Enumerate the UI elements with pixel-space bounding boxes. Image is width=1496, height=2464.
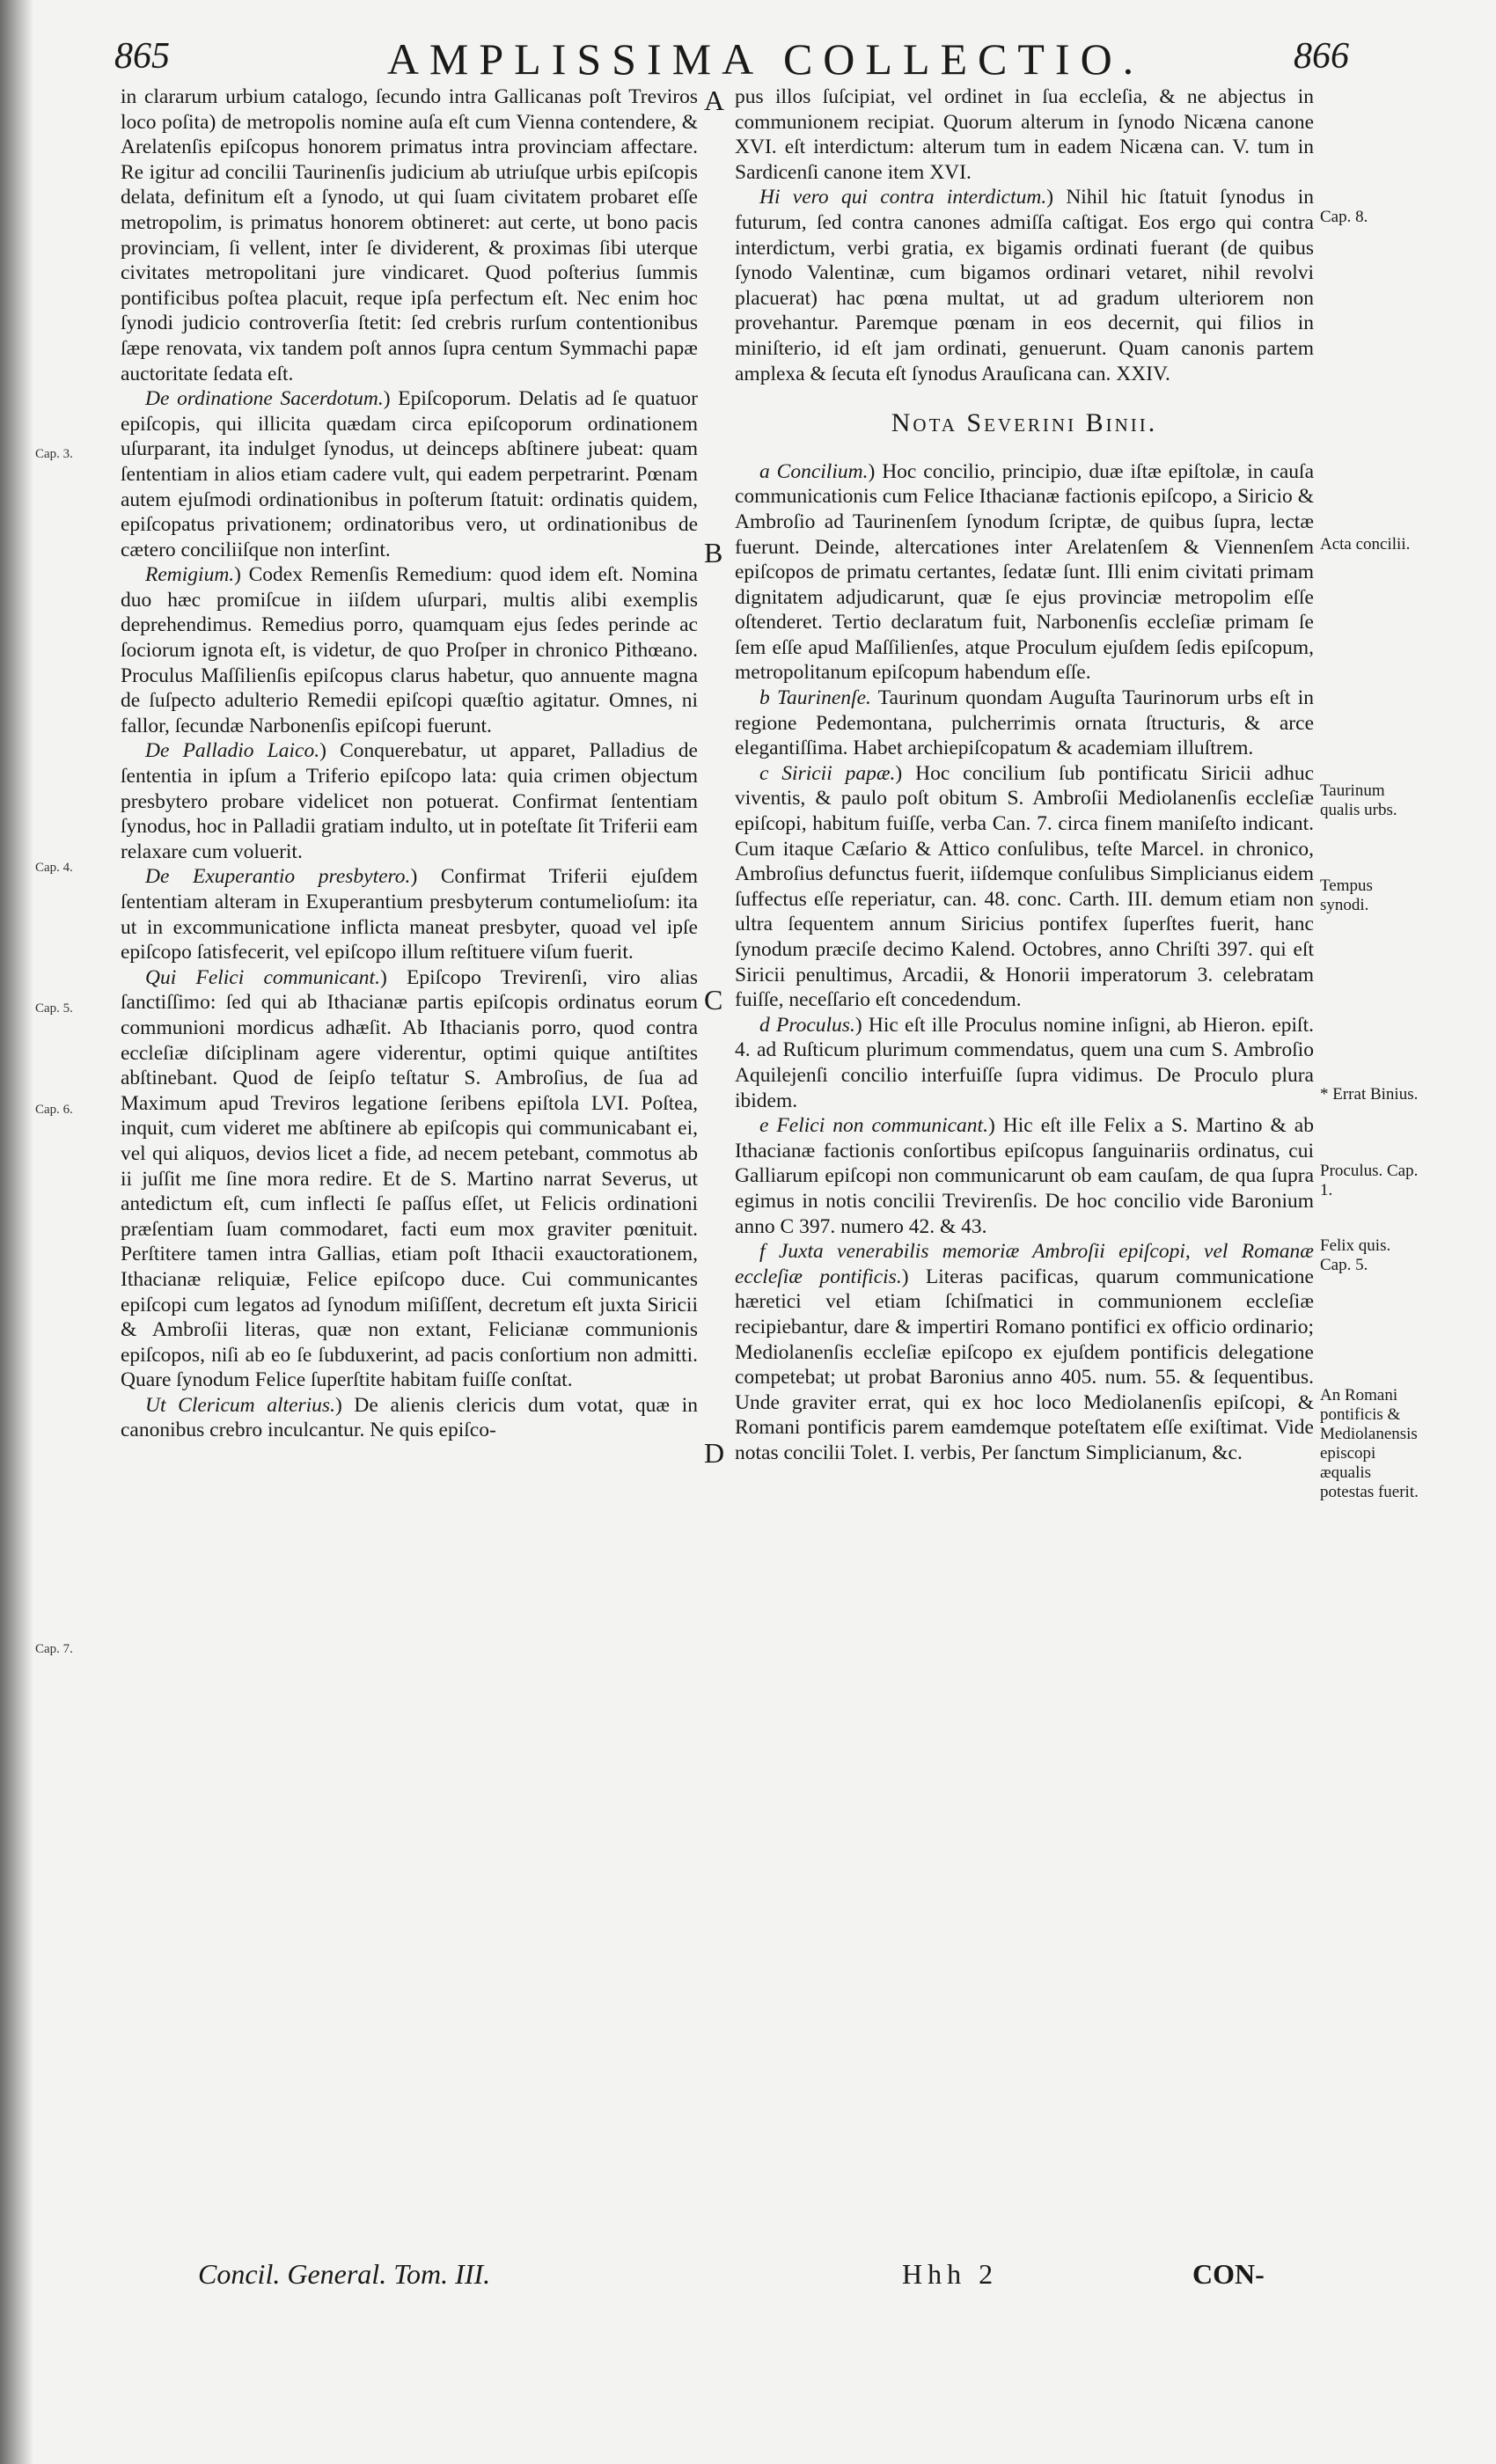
lemma: f Juxta venerabilis memoriæ Ambroſii epiſcopi, vel Romanæ eccleſiæ pontificis. (735, 1240, 1314, 1288)
lemma: d Proculus. (759, 1013, 855, 1037)
margin-note-left: Cap. 5. (35, 1001, 73, 1016)
footer-catchword: CON- (1192, 2258, 1265, 2290)
section-heading: Nota Severini Binii. (891, 408, 1158, 438)
paragraph: Remigium.) Codex Remenſis Remedium: quod idem eſt. Nomina duo hæc promiſcue in iiſdem uſurpari, multis alibi exemplis deprehendimus. Remedius porro, quamquam ejus ſedes perinde ac ſociorum ignota eſt, is videtur, de quo Proſper in chronico Pithœano. Proculus Maſſilienſis epiſcopus clarus habetur, quo annuente magna de ſuſpecto adulterio Remedii epiſcopi quæſtio agitatur. Omnes, ni fallor, ſecundæ Narbonenſis epiſcopi fuerunt. (121, 563, 698, 737)
margin-note-right: Tempus synodi. (1320, 876, 1373, 914)
paragraph: in clararum urbium catalogo, ſecundo intra Gallicanas poſt Treviros loco poſita) de metropolis nomine auſa eſt cum Vienna contendere, & Arelatenſis epiſcopus honorem primatus intra provinciam affectare. Re igitur ad concilii Taurinenſis judicium ab utriuſque urbis epiſcopis delata, definitum eſt a ſynodo, ut qui ſuam civitatem probaret eſſe metropolim, is primatus honorem obtineret: aut certe, ut bono pacis provinciam, ſi vellent, inter ſe dividerent, & proximas ſibi uterque civitates metropolitani jure vindicaret. Quod poſterius ſummis pontificibus poſtea placuit, reque ipſa perfectum eſt. Nec enim hoc ſynodi judicio controverſia ſtetit: ſed crebris rurſum contentionibus ſæpe renovata, vix tandem poſt annos ſupra centum Symmachi papæ auctoritate ſedata eſt. (121, 85, 698, 385)
note-c: c Siricii papæ.) Hoc concilium ſub pontificatu Siricii adhuc viventis, & paulo poſt obitum S. Ambroſii Mediolanenſis eccleſiæ epiſcopi, habitum fuiſſe, verba Can. 7. circa finem maniſeſto indicant. Cum itaque Cæſario & Attico conſulibus, teſte Marcel. in chronico, Ambroſius defunctus fuerit, iiſdemque conſulibus Simplicianus eidem ſuffectus eſſe reperiatur, can. 48. conc. Carth. III. demum etiam non ultra ſequentem annum Siricius pontifex ſuperſtes fuerit, hanc ſynodum præciſe decimo Kalend. Octobres, anno Chriſti 397. qui eſt Siricii penultimus, Arcadii, & Honorii imperatorum 3. celebratam fuiſſe, neceſſario eſt concedendum. (735, 761, 1314, 1012)
margin-note-right: Acta concilii. (1320, 535, 1411, 554)
margin-note-left: Cap. 6. (35, 1103, 73, 1117)
paragraph: Ut Clericum alterius.) De alienis clericis dum votat, quæ in canonibus crebro inculcantur. Ne quis epiſco- (121, 1393, 699, 1442)
left-page-number: 865 (114, 36, 170, 77)
lemma: e Felici non communicant. (759, 1114, 988, 1138)
lemma: b Taurinenſe. (759, 686, 871, 710)
section-letter-c: C (704, 984, 723, 1016)
note-e: e Felici non communicant.) Hic eſt ille Felix a S. Martino & ab Ithacianæ factionis conſortibus epiſcopus ſanguinariis ordinatus, cui Galliarum epiſcopi non communicarunt ob eam cauſam, de qua ſupra egimus in notis concilii Trevirenſis. De hoc concilio vide Baronium anno C 397. numero 42. & 43. (735, 1114, 1314, 1238)
paragraph: De ordinatione Sacerdotum.) Epiſcoporum. Delatis ad ſe quatuor epiſcopis, qui illicita quædam circa epiſcoporum ordinationem uſurparant, ita indulget ſynodus, ut deinceps abſtinere jubeat: quam ſententiam in alios etiam cadere vult, qui eadem perpetrarint. Pœnam autem ejuſmodi ordinationibus in poſterum ſtatuit: ordinatis quidem, epiſcopatus privationem; ordinatoribus vero, ut ordinationibus de cætero conciliiſque non interſint. (121, 387, 699, 561)
paragraph: Hi vero qui contra interdictum.) Nihil hic ſtatuit ſynodus in futurum, ſed contra canones admiſſa caſtigat. Eos ergo qui contra interdictum, verbi gratia, ex bigamis ordinati fuerant (de quibus ſynodo Valentinæ, cum bigamos ordinari vetaret, nihil revolvi placuerat) hac pœna multat, ut ad gradum ulteriorem non provehantur. Paremque pœnam in eos decernit, qui filios in miniſterio, id eſt jam ordinati, genuerunt. Quam canonis partem amplexa & ſecuta eſt ſynodus Arauſicana can. XXIV. (735, 186, 1314, 385)
margin-note-right: Taurinum qualis urbs. (1320, 781, 1397, 819)
running-title: AMPLISSIMA COLLECTIO. (386, 34, 1145, 84)
margin-note-left: Cap. 3. (35, 447, 73, 461)
lemma: De ordinatione Sacerdotum. (145, 387, 384, 411)
lemma: Ut Clericum alterius. (145, 1393, 335, 1417)
margin-note-right: Cap. 8. (1320, 208, 1368, 226)
right-page-number: 866 (1294, 36, 1349, 77)
section-letter-d: D (704, 1437, 725, 1469)
paragraph: De Exuperantio presbytero.) Confirmat Triferii ejuſdem ſententiam alteram in Exuperantium presbyterum contumelioſum: ita ut in excommunicatione inflicta maneat presbyter, quoad vel ipſe epiſcopo ſatisfecerit, vel epiſcopo illum reſtituere viſum fuerit. (121, 865, 698, 964)
paragraph: pus illos ſuſcipiat, vel ordinet in ſua eccleſia, & ne abjectus in communionem recipiat. Quorum alterum in ſynodo Nicæna canone XVI. eſt interdictum: alterum tum in eadem Nicæna can. V. tum in Sardicenſi canone item XVI. (735, 85, 1314, 184)
lemma: c Siricii papæ. (759, 761, 896, 785)
right-column (735, 84, 1314, 1465)
margin-note-right: An Romani pontificis & Mediolanensis episcopi æqualis potestas fuerit. (1320, 1386, 1419, 1501)
binding-shadow (0, 0, 33, 2464)
lemma: a Concilium. (759, 459, 869, 483)
note-a: a Concilium.) Hoc concilio, principio, duæ iſtæ epiſtolæ, in cauſa communicationis cum Felice Ithacianæ factionis epiſcopo, a Siricio & Ambroſio ad Taurinenſem ſynodum ſcriptæ, de quibus ſupra, lectæ fuerunt. Deinde, altercationes inter Arelatenſem & Viennenſem epiſcopos de primatu certantes, ſedatæ ſunt. Illi enim civitati primam dignitatem adjudicarunt, quæ ſe ejus provinciæ metropolim eſſe oſtenderet. Tertio declaratum fuit, Narbonenſis eccleſiæ primam ſe ſem eſſe apud Maſſilienſes, atque Proculum ejuſdem ſedis epiſcopum, metropolitanum epiſcopum habendum eſſe. (735, 459, 1314, 685)
lemma: Hi vero qui contra interdictum. (759, 186, 1047, 209)
paragraph: Qui Felici communicant.) Epiſcopo Trevirenſi, viro alias ſanctiſſimo: ſed qui ab Ithacianæ partis epiſcopis ordinatus eorum communioni mordicus adhæſit. Ab Ithacianis porro, quod contra eccleſiæ diſciplinam agere viderentur, optimi quique antiſtites abſtinebant. Quod de ſeipſo teſtatur S. Ambroſius, de ſua ad Maximum apud Treviros legatione ſeribens epiſtola LVI. Poſtea, inquit, cum videret me abſtinere ab epiſcopis qui communicabant ei, vel qui aliquos, devios licet a fide, ad necem petebant, commotus ab ii juſſit me ſine mora redire. Et de S. Martino narrat Severus, ut antedictum eſt, cum inflecti ſe paſſus eſſet, ut Felicis ordinationi præſentiam ſuam commodaret, facti eum mox graviter pœnituit. Perſtitere tamen intra Gallias, etiam poſt Ithacii exauctorationem, Ithacianæ reliquiæ, Felice epiſcopo duce. Cui communicantes epiſcopi cum legatos ad ſynodum miſiſſent, decretum eſt juxta Siricii & Ambroſii literas, quæ non extant, Felicianæ communionis epiſcopos, niſi ab eo ſe ſubduxerint, ad pacis conſortium non admitti. Quare ſynodum Felice ſuperſtite habitam fuiſſe conſtat. (121, 965, 698, 1392)
lemma: De Palladio Laico. (145, 739, 320, 763)
margin-note-right: Proculus. Cap. 1. (1320, 1162, 1419, 1199)
paragraph: De Palladio Laico.) Conquerebatur, ut apparet, Palladius de ſententia in ipſum a Triferio epiſcopo lata: quia crimen objectum presbytero probare videlicet non potuerat. Confirmat ſententiam ſynodus, hoc in Palladii gratiam indulto, ut in poteſtate ſit Triferii eam relaxare cum voluerit. (121, 739, 698, 863)
margin-note-left: Cap. 4. (35, 861, 73, 875)
section-letter-b: B (704, 537, 723, 568)
margin-note-left: Cap. 7. (35, 1642, 73, 1656)
lemma: Remigium. (145, 563, 235, 587)
lemma: De Exuperantio presbytero. (145, 865, 411, 889)
footer-gathering-mark: Hhh 2 (902, 2258, 999, 2290)
note-f: f Juxta venerabilis memoriæ Ambroſii epiſcopi, vel Romanæ eccleſiæ pontificis.) Literas pacificas, quarum communicatione hæretici vel etiam ſchiſmatici in communionem eccleſiæ recipiebantur, dare & impertiri Romano pontifici ex officio ordinario; Mediolanenſis eccleſiæ epiſcopo ex ejuſdem pontificis delegatione competebat; ut probat Baronius anno 405. num. 55. & ſequentibus. Unde graviter errat, qui ex hoc loco Mediolanenſis epiſcopi, & Romani pontificis parem eamdemque poteſtatem eſſe exiſtimat. Vide notas concilii Tolet. I. verbis, Per ſanctum Simplicianum, &c. (735, 1240, 1314, 1464)
lemma: Qui Felici communicant. (145, 965, 380, 989)
margin-note-right: Felix quis. Cap. 5. (1320, 1236, 1391, 1274)
margin-note-right: * Errat Binius. (1320, 1085, 1419, 1104)
footer-signature: Concil. General. Tom. III. (198, 2258, 491, 2290)
note-b: b Taurinenſe. Taurinum quondam Auguſta Taurinorum urbs eſt in regione Pedemontana, pulcherrimis ornata ſtructuris, & arce elegantiſſima. Habet archiepiſcopatum & academiam illuſtrem. (735, 686, 1314, 760)
left-column (121, 84, 698, 1443)
section-letter-a: A (704, 84, 725, 116)
note-d: d Proculus.) Hic eſt ille Proculus nomine inſigni, ab Hieron. epiſt. 4. ad Ruſticum plurimum commendatus, quem una cum S. Ambroſio Aquilejenſi concilio interfuiſſe ſupra vidimus. De Proculo plura ibidem. (735, 1013, 1314, 1112)
